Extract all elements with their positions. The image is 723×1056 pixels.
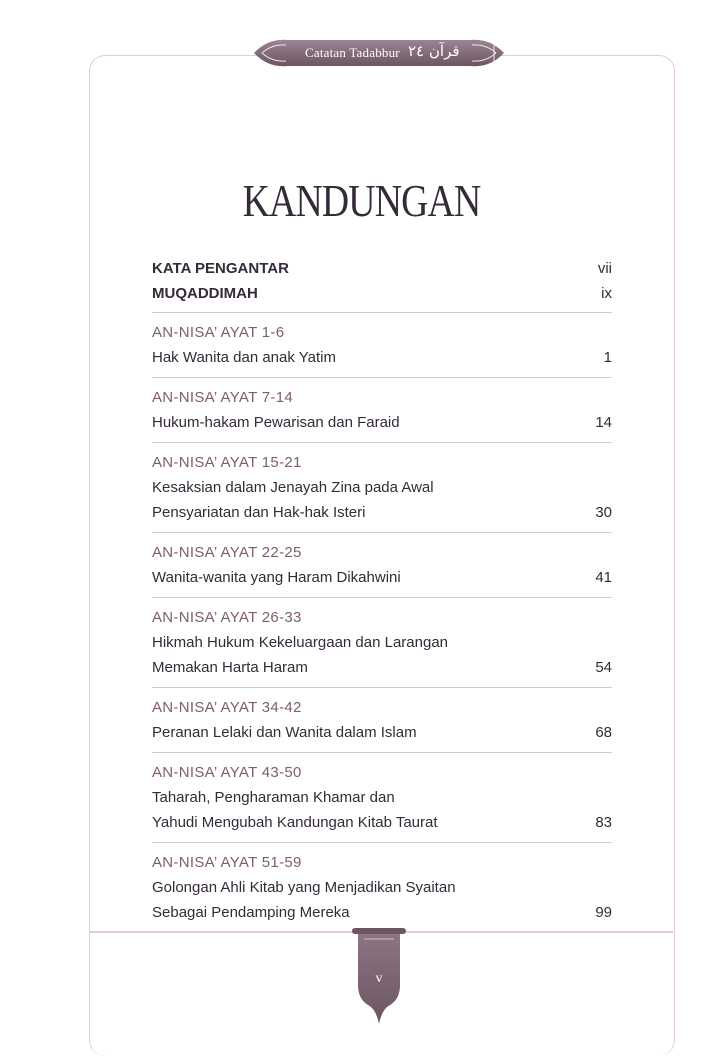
section-ayat: AN-NISA’ AYAT 15-21 bbox=[152, 454, 302, 471]
section-title-row bbox=[152, 655, 612, 680]
section-page: 14 bbox=[595, 414, 612, 431]
section-title: Peranan Lelaki dan Wanita dalam Islam bbox=[152, 724, 417, 741]
section-ayat: AN-NISA’ AYAT 26-33 bbox=[152, 609, 302, 626]
arabic-title: قرآن ٢٤ bbox=[408, 42, 460, 60]
section-title-row bbox=[152, 720, 612, 745]
toc-section[interactable] bbox=[152, 313, 612, 378]
toc-entry-kata-pengantar[interactable] bbox=[152, 256, 612, 281]
section-ayat: AN-NISA’ AYAT 34-42 bbox=[152, 699, 302, 716]
header-banner bbox=[248, 34, 510, 72]
front-matter bbox=[152, 256, 612, 313]
toc-section[interactable] bbox=[152, 533, 612, 598]
section-ayat: AN-NISA’ AYAT 7-14 bbox=[152, 389, 294, 406]
section-title: Golongan Ahli Kitab yang Menjadikan Syaitan bbox=[152, 879, 456, 896]
section-title: Hak Wanita dan anak Yatim bbox=[152, 349, 336, 366]
section-ayat: AN-NISA’ AYAT 51-59 bbox=[152, 854, 302, 871]
page-title: KANDUNGAN bbox=[242, 175, 481, 226]
section-title-row bbox=[152, 810, 612, 835]
section-page: 99 bbox=[595, 904, 612, 921]
section-page: 54 bbox=[595, 659, 612, 676]
section-title: Wanita-wanita yang Haram Dikahwini bbox=[152, 569, 401, 586]
section-title-row bbox=[152, 875, 612, 900]
section-title-cont: Yahudi Mengubah Kandungan Kitab Taurat bbox=[152, 814, 438, 831]
entry-page: ix bbox=[601, 285, 612, 302]
page-number: v bbox=[375, 971, 383, 986]
toc-section[interactable] bbox=[152, 598, 612, 688]
section-page: 1 bbox=[603, 349, 612, 366]
section-ayat: AN-NISA’ AYAT 43-50 bbox=[152, 764, 302, 781]
section-title: Kesaksian dalam Jenayah Zina pada Awal bbox=[152, 479, 434, 496]
entry-label: KATA PENGANTAR bbox=[152, 260, 289, 277]
toc-entry-muqaddimah[interactable] bbox=[152, 281, 612, 306]
section-title: Hukum-hakam Pewarisan dan Faraid bbox=[152, 414, 400, 431]
section-title-row bbox=[152, 565, 612, 590]
section-page: 41 bbox=[595, 569, 612, 586]
section-title-cont: Sebagai Pendamping Mereka bbox=[152, 904, 350, 921]
section-title-row bbox=[152, 475, 612, 500]
section-title-row bbox=[152, 785, 612, 810]
book-title: Catatan Tadabbur bbox=[305, 45, 400, 60]
toc-section[interactable] bbox=[152, 843, 612, 933]
section-title-row bbox=[152, 900, 612, 925]
toc-section[interactable] bbox=[152, 378, 612, 443]
toc-section[interactable] bbox=[152, 688, 612, 753]
section-title-row bbox=[152, 500, 612, 525]
toc-section[interactable] bbox=[152, 443, 612, 533]
section-title: Taharah, Pengharaman Khamar dan bbox=[152, 789, 395, 806]
section-title: Hikmah Hukum Kekeluargaan dan Larangan bbox=[152, 634, 449, 651]
entry-page: vii bbox=[597, 260, 612, 277]
section-ayat: AN-NISA’ AYAT 1-6 bbox=[152, 324, 285, 341]
section-page: 68 bbox=[595, 724, 612, 741]
section-title-row bbox=[152, 345, 612, 370]
page-number-tab bbox=[350, 925, 408, 1025]
section-title-row bbox=[152, 410, 612, 435]
section-page: 30 bbox=[595, 504, 612, 521]
toc-section[interactable] bbox=[152, 753, 612, 843]
section-ayat: AN-NISA’ AYAT 22-25 bbox=[152, 544, 302, 561]
table-of-contents bbox=[152, 256, 612, 933]
section-title-cont: Pensyariatan dan Hak-hak Isteri bbox=[152, 504, 366, 521]
entry-label: MUQADDIMAH bbox=[152, 285, 258, 302]
section-title-cont: Memakan Harta Haram bbox=[152, 659, 308, 676]
section-title-row bbox=[152, 630, 612, 655]
section-page: 83 bbox=[595, 814, 612, 831]
